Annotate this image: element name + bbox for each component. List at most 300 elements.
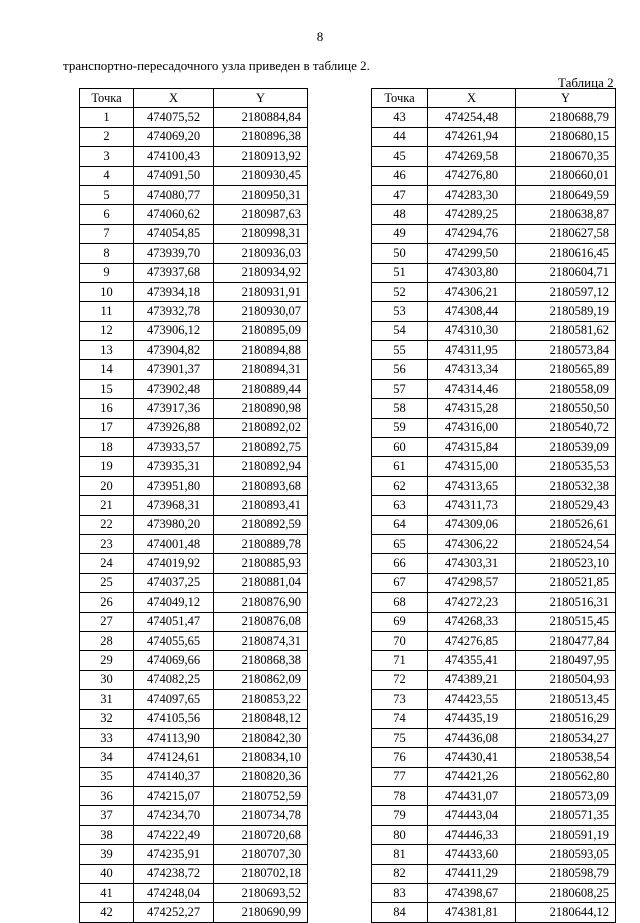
point-number-cell: 76 [372,748,428,767]
table-row [372,263,616,282]
point-number-cell: 48 [372,205,428,224]
y-coordinate-cell: 2180892,02 [214,418,308,437]
table-row [80,515,308,534]
x-coordinate-cell: 474222,49 [134,825,214,844]
y-coordinate-cell: 2180752,59 [214,787,308,806]
x-coordinate-cell: 474309,06 [428,515,516,534]
x-coordinate-cell: 473906,12 [134,321,214,340]
table-row [372,496,616,515]
x-coordinate-cell: 474303,31 [428,554,516,573]
table-row [372,845,616,864]
table-row [80,224,308,243]
table-row [80,767,308,786]
table-row [80,127,308,146]
x-coordinate-cell: 474269,58 [428,147,516,166]
x-coordinate-cell: 473926,88 [134,418,214,437]
table-row [372,554,616,573]
header-y: Y [214,89,308,108]
point-number-cell: 14 [80,360,134,379]
y-coordinate-cell: 2180884,84 [214,108,308,127]
x-coordinate-cell: 474283,30 [428,185,516,204]
point-number-cell: 50 [372,244,428,263]
y-coordinate-cell: 2180693,52 [214,884,308,903]
point-number-cell: 66 [372,554,428,573]
y-coordinate-cell: 2180894,88 [214,341,308,360]
x-coordinate-cell: 474080,77 [134,185,214,204]
y-coordinate-cell: 2180573,84 [516,341,616,360]
point-number-cell: 47 [372,185,428,204]
table-row [80,282,308,301]
y-coordinate-cell: 2180524,54 [516,534,616,553]
x-coordinate-cell: 474435,19 [428,709,516,728]
point-number-cell: 51 [372,263,428,282]
x-coordinate-cell: 474431,07 [428,787,516,806]
point-number-cell: 56 [372,360,428,379]
point-number-cell: 43 [372,108,428,127]
table-row [372,185,616,204]
point-number-cell: 58 [372,399,428,418]
point-number-cell: 46 [372,166,428,185]
y-coordinate-cell: 2180638,87 [516,205,616,224]
table-row [372,302,616,321]
table-row [80,379,308,398]
x-coordinate-cell: 474082,25 [134,670,214,689]
x-coordinate-cell: 474433,60 [428,845,516,864]
table-row [372,787,616,806]
y-coordinate-cell: 2180538,54 [516,748,616,767]
x-coordinate-cell: 473951,80 [134,476,214,495]
x-coordinate-cell: 474443,04 [428,806,516,825]
table-row [372,825,616,844]
x-coordinate-cell: 474430,41 [428,748,516,767]
table-row [80,554,308,573]
x-coordinate-cell: 474289,25 [428,205,516,224]
y-coordinate-cell: 2180649,59 [516,185,616,204]
y-coordinate-cell: 2180702,18 [214,864,308,883]
header-y: Y [516,89,616,108]
point-number-cell: 15 [80,379,134,398]
point-number-cell: 63 [372,496,428,515]
y-coordinate-cell: 2180597,12 [516,282,616,301]
x-coordinate-cell: 474389,21 [428,670,516,689]
x-coordinate-cell: 474248,04 [134,884,214,903]
point-number-cell: 30 [80,670,134,689]
x-coordinate-cell: 473901,37 [134,360,214,379]
x-coordinate-cell: 474037,25 [134,573,214,592]
x-coordinate-cell: 474306,21 [428,282,516,301]
point-number-cell: 57 [372,379,428,398]
y-coordinate-cell: 2180526,61 [516,515,616,534]
point-number-cell: 31 [80,690,134,709]
y-coordinate-cell: 2180720,68 [214,825,308,844]
y-coordinate-cell: 2180936,03 [214,244,308,263]
table-row [80,302,308,321]
x-coordinate-cell: 473934,18 [134,282,214,301]
point-number-cell: 9 [80,263,134,282]
x-coordinate-cell: 474051,47 [134,612,214,631]
page-number: 8 [316,29,324,44]
x-coordinate-cell: 474215,07 [134,787,214,806]
table-row [372,612,616,631]
point-number-cell: 68 [372,593,428,612]
point-number-cell: 82 [372,864,428,883]
x-coordinate-cell: 474268,33 [428,612,516,631]
x-coordinate-cell: 474303,80 [428,263,516,282]
point-number-cell: 37 [80,806,134,825]
y-coordinate-cell: 2180889,78 [214,534,308,553]
x-coordinate-cell: 474299,50 [428,244,516,263]
table-row [372,651,616,670]
y-coordinate-cell: 2180690,99 [214,903,308,922]
y-coordinate-cell: 2180529,43 [516,496,616,515]
y-coordinate-cell: 2180534,27 [516,728,616,747]
y-coordinate-cell: 2180608,25 [516,884,616,903]
point-number-cell: 80 [372,825,428,844]
header-x: X [428,89,516,108]
y-coordinate-cell: 2180532,38 [516,476,616,495]
table-row [80,612,308,631]
x-coordinate-cell: 474436,08 [428,728,516,747]
table-row [80,806,308,825]
y-coordinate-cell: 2180707,30 [214,845,308,864]
y-coordinate-cell: 2180842,30 [214,728,308,747]
y-coordinate-cell: 2180550,50 [516,399,616,418]
y-coordinate-cell: 2180477,84 [516,631,616,650]
point-number-cell: 78 [372,787,428,806]
point-number-cell: 69 [372,612,428,631]
x-coordinate-cell: 474069,20 [134,127,214,146]
x-coordinate-cell: 474105,56 [134,709,214,728]
y-coordinate-cell: 2180558,09 [516,379,616,398]
point-number-cell: 71 [372,651,428,670]
x-coordinate-cell: 474049,12 [134,593,214,612]
x-coordinate-cell: 474315,28 [428,399,516,418]
point-number-cell: 59 [372,418,428,437]
point-number-cell: 10 [80,282,134,301]
point-number-cell: 36 [80,787,134,806]
table-row [372,748,616,767]
point-number-cell: 41 [80,884,134,903]
table-row [372,321,616,340]
point-number-cell: 22 [80,515,134,534]
point-number-cell: 28 [80,631,134,650]
table-row [80,166,308,185]
x-coordinate-cell: 474276,85 [428,631,516,650]
table-row [372,399,616,418]
x-coordinate-cell: 474421,26 [428,767,516,786]
table-row [372,166,616,185]
x-coordinate-cell: 474294,76 [428,224,516,243]
table-row [80,690,308,709]
x-coordinate-cell: 473935,31 [134,457,214,476]
y-coordinate-cell: 2180876,90 [214,593,308,612]
y-coordinate-cell: 2180893,68 [214,476,308,495]
coordinates-table-left [79,88,308,923]
point-number-cell: 70 [372,631,428,650]
y-coordinate-cell: 2180930,07 [214,302,308,321]
point-number-cell: 83 [372,884,428,903]
table-row [80,728,308,747]
x-coordinate-cell: 474276,80 [428,166,516,185]
table-row [80,457,308,476]
x-coordinate-cell: 474311,95 [428,341,516,360]
table-row [80,787,308,806]
table-row [80,651,308,670]
point-number-cell: 75 [372,728,428,747]
table-row [80,147,308,166]
table-header-row [372,89,616,108]
x-coordinate-cell: 474306,22 [428,534,516,553]
point-number-cell: 38 [80,825,134,844]
table-row [372,205,616,224]
table-row [80,709,308,728]
x-coordinate-cell: 473968,31 [134,496,214,515]
y-coordinate-cell: 2180504,93 [516,670,616,689]
point-number-cell: 19 [80,457,134,476]
x-coordinate-cell: 474423,55 [428,690,516,709]
point-number-cell: 8 [80,244,134,263]
y-coordinate-cell: 2180895,09 [214,321,308,340]
y-coordinate-cell: 2180894,31 [214,360,308,379]
y-coordinate-cell: 2180515,45 [516,612,616,631]
y-coordinate-cell: 2180987,63 [214,205,308,224]
table-row [372,476,616,495]
point-number-cell: 1 [80,108,134,127]
table-row [80,244,308,263]
x-coordinate-cell: 474398,67 [428,884,516,903]
y-coordinate-cell: 2180834,10 [214,748,308,767]
table-caption: Таблица 2 [558,75,614,90]
y-coordinate-cell: 2180885,93 [214,554,308,573]
x-coordinate-cell: 474315,00 [428,457,516,476]
point-number-cell: 16 [80,399,134,418]
point-number-cell: 35 [80,767,134,786]
table-row [80,185,308,204]
x-coordinate-cell: 474060,62 [134,205,214,224]
point-number-cell: 7 [80,224,134,243]
y-coordinate-cell: 2180893,41 [214,496,308,515]
y-coordinate-cell: 2180644,12 [516,903,616,922]
x-coordinate-cell: 474113,90 [134,728,214,747]
table-row [372,534,616,553]
y-coordinate-cell: 2180998,31 [214,224,308,243]
point-number-cell: 44 [372,127,428,146]
table-row [372,864,616,883]
y-coordinate-cell: 2180573,09 [516,787,616,806]
point-number-cell: 67 [372,573,428,592]
x-coordinate-cell: 474308,44 [428,302,516,321]
y-coordinate-cell: 2180565,89 [516,360,616,379]
point-number-cell: 65 [372,534,428,553]
x-coordinate-cell: 474315,84 [428,438,516,457]
x-coordinate-cell: 474075,52 [134,108,214,127]
y-coordinate-cell: 2180688,79 [516,108,616,127]
y-coordinate-cell: 2180516,31 [516,593,616,612]
table-row [372,593,616,612]
x-coordinate-cell: 474313,65 [428,476,516,495]
y-coordinate-cell: 2180571,35 [516,806,616,825]
point-number-cell: 32 [80,709,134,728]
x-coordinate-cell: 474124,61 [134,748,214,767]
x-coordinate-cell: 474055,65 [134,631,214,650]
table-row [372,728,616,747]
table-row [80,321,308,340]
x-coordinate-cell: 474316,00 [428,418,516,437]
point-number-cell: 3 [80,147,134,166]
point-number-cell: 21 [80,496,134,515]
x-coordinate-cell: 473904,82 [134,341,214,360]
point-number-cell: 39 [80,845,134,864]
y-coordinate-cell: 2180881,04 [214,573,308,592]
point-number-cell: 34 [80,748,134,767]
y-coordinate-cell: 2180513,45 [516,690,616,709]
table-row [372,147,616,166]
table-row [80,534,308,553]
table-row [372,884,616,903]
table-row [372,360,616,379]
header-x: X [134,89,214,108]
point-number-cell: 24 [80,554,134,573]
point-number-cell: 84 [372,903,428,922]
table-row [372,127,616,146]
x-coordinate-cell: 474001,48 [134,534,214,553]
x-coordinate-cell: 474310,30 [428,321,516,340]
y-coordinate-cell: 2180820,36 [214,767,308,786]
table-row [80,593,308,612]
x-coordinate-cell: 474054,85 [134,224,214,243]
y-coordinate-cell: 2180896,38 [214,127,308,146]
x-coordinate-cell: 474069,66 [134,651,214,670]
y-coordinate-cell: 2180876,08 [214,612,308,631]
y-coordinate-cell: 2180616,45 [516,244,616,263]
table-row [80,438,308,457]
table-row [80,341,308,360]
y-coordinate-cell: 2180930,45 [214,166,308,185]
y-coordinate-cell: 2180562,80 [516,767,616,786]
y-coordinate-cell: 2180934,92 [214,263,308,282]
x-coordinate-cell: 474314,46 [428,379,516,398]
x-coordinate-cell: 474091,50 [134,166,214,185]
y-coordinate-cell: 2180913,92 [214,147,308,166]
table-row [372,244,616,263]
y-coordinate-cell: 2180591,19 [516,825,616,844]
point-number-cell: 64 [372,515,428,534]
x-coordinate-cell: 474100,43 [134,147,214,166]
table-row [80,399,308,418]
x-coordinate-cell: 474254,48 [428,108,516,127]
intro-text: транспортно-пересадочного узла приведен в таблице 2. [63,58,370,73]
point-number-cell: 74 [372,709,428,728]
table-row [372,709,616,728]
x-coordinate-cell: 474234,70 [134,806,214,825]
y-coordinate-cell: 2180950,31 [214,185,308,204]
table-row [372,690,616,709]
table-row [80,864,308,883]
point-number-cell: 4 [80,166,134,185]
y-coordinate-cell: 2180892,75 [214,438,308,457]
point-number-cell: 25 [80,573,134,592]
table-row [80,205,308,224]
point-number-cell: 40 [80,864,134,883]
point-number-cell: 26 [80,593,134,612]
x-coordinate-cell: 474252,27 [134,903,214,922]
table-row [372,341,616,360]
table-row [372,457,616,476]
table-row [80,884,308,903]
table-row [372,282,616,301]
point-number-cell: 81 [372,845,428,864]
y-coordinate-cell: 2180853,22 [214,690,308,709]
x-coordinate-cell: 474298,57 [428,573,516,592]
point-number-cell: 23 [80,534,134,553]
point-number-cell: 72 [372,670,428,689]
point-number-cell: 6 [80,205,134,224]
point-number-cell: 33 [80,728,134,747]
y-coordinate-cell: 2180890,98 [214,399,308,418]
x-coordinate-cell: 473902,48 [134,379,214,398]
table-row [80,108,308,127]
table-row [80,573,308,592]
y-coordinate-cell: 2180539,09 [516,438,616,457]
table-row [80,360,308,379]
point-number-cell: 17 [80,418,134,437]
point-number-cell: 13 [80,341,134,360]
y-coordinate-cell: 2180540,72 [516,418,616,437]
point-number-cell: 54 [372,321,428,340]
table-row [80,496,308,515]
table-row [372,573,616,592]
table-row [372,224,616,243]
x-coordinate-cell: 474446,33 [428,825,516,844]
table-row [372,418,616,437]
point-number-cell: 20 [80,476,134,495]
table-row [80,748,308,767]
y-coordinate-cell: 2180521,85 [516,573,616,592]
point-number-cell: 73 [372,690,428,709]
x-coordinate-cell: 473917,36 [134,399,214,418]
table-row [372,438,616,457]
x-coordinate-cell: 473933,57 [134,438,214,457]
point-number-cell: 11 [80,302,134,321]
y-coordinate-cell: 2180734,78 [214,806,308,825]
y-coordinate-cell: 2180931,91 [214,282,308,301]
table-row [80,631,308,650]
y-coordinate-cell: 2180535,53 [516,457,616,476]
x-coordinate-cell: 473980,20 [134,515,214,534]
table-row [80,670,308,689]
table-row [80,263,308,282]
table-row [80,418,308,437]
y-coordinate-cell: 2180516,29 [516,709,616,728]
point-number-cell: 53 [372,302,428,321]
y-coordinate-cell: 2180523,10 [516,554,616,573]
table-row [372,631,616,650]
x-coordinate-cell: 474235,91 [134,845,214,864]
y-coordinate-cell: 2180497,95 [516,651,616,670]
point-number-cell: 62 [372,476,428,495]
table-row [372,515,616,534]
table-row [372,379,616,398]
x-coordinate-cell: 474381,81 [428,903,516,922]
y-coordinate-cell: 2180598,79 [516,864,616,883]
header-point: Точка [80,89,134,108]
point-number-cell: 55 [372,341,428,360]
x-coordinate-cell: 474411,29 [428,864,516,883]
y-coordinate-cell: 2180680,15 [516,127,616,146]
point-number-cell: 79 [372,806,428,825]
y-coordinate-cell: 2180670,35 [516,147,616,166]
y-coordinate-cell: 2180889,44 [214,379,308,398]
